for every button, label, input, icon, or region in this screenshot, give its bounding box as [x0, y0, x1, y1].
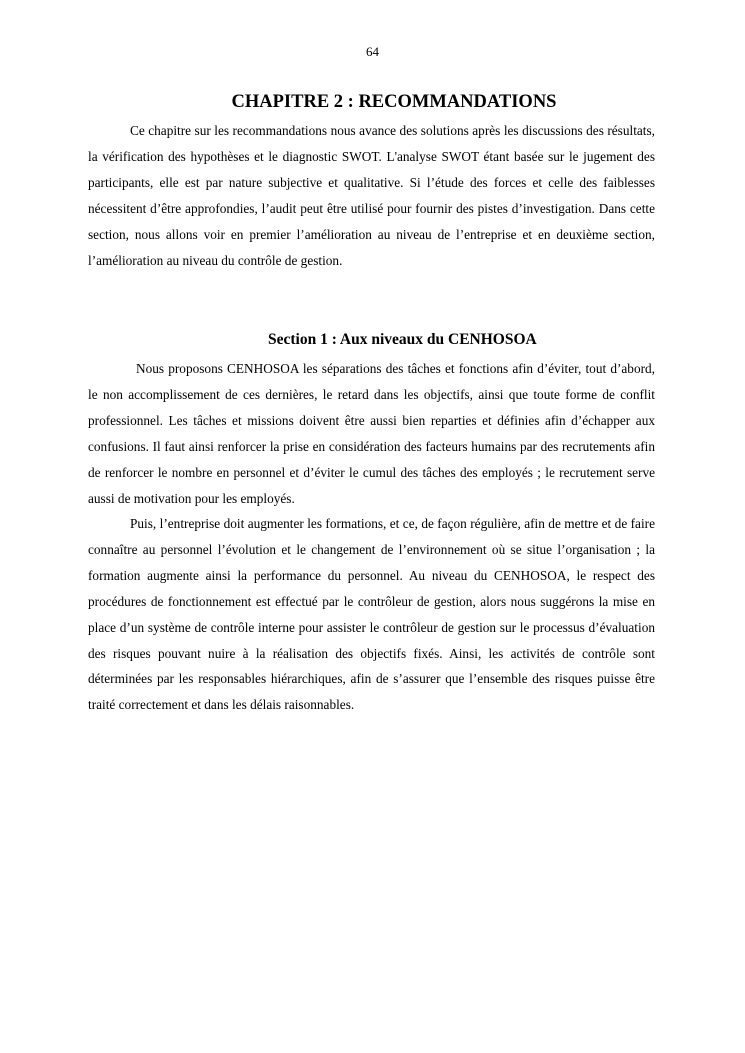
section-1-title: Section 1 : Aux niveaux du CENHOSOA: [268, 331, 537, 348]
section-1-paragraph-2: Puis, l’entreprise doit augmenter les formations, et ce, de façon régulière, afin de mettre et de faire connaître au personnel l’évolution et le changement de l’environnement où se situe l’organisation ; la formation augmente ainsi la performance du personnel. Au niveau du CENHOSOA, le respect des procédures de fonctionnement est effectué par le contrôleur de gestion, alors nous suggérons la mise en place d’un système de contrôle interne pour assister le contrôleur de gestion sur le processus d’évaluation des risques pouvant nuire à la réalisation des objectifs fixés. Ainsi, les activités de contrôle sont déterminées par les responsables hiérarchiques, afin de s’assurer que l’ensemble des risques puisse être traité correctement et dans les délais raisonnables.: [88, 516, 655, 713]
page-number: 64: [366, 44, 379, 59]
chapter-title: CHAPITRE 2 : RECOMMANDATIONS: [231, 92, 557, 112]
section-1-paragraph-1: Nous proposons CENHOSOA les séparations des tâches et fonctions afin d’éviter, tout d’abord, le non accomplissement de ces dernières, le retard dans les objectifs, ainsi que toute forme de conflit professionnel. Les tâches et missions doivent être aussi bien reparties et définies afin d’échapper aux confusions. Il faut ainsi renforcer la prise en considération des facteurs humains par des recrutements afin de renforcer le nombre en personnel et d’éviter le cumul des tâches des employés ; le recrutement serve aussi de motivation pour les employés.: [88, 361, 655, 506]
chapter-intro-paragraph: Ce chapitre sur les recommandations nous avance des solutions après les discussions des résultats, la vérification des hypothèses et le diagnostic SWOT. L'analyse SWOT étant basée sur le jugement des participants, elle est par nature subjective et qualitative. Si l’étude des forces et celle des faiblesses nécessitent d’être approfondies, l’audit peut être utilisé pour fournir des pistes d’investigation. Dans cette section, nous allons voir en premier l’amélioration au niveau de l’entreprise et en deuxième section, l’amélioration au niveau du contrôle de gestion.: [88, 123, 655, 268]
